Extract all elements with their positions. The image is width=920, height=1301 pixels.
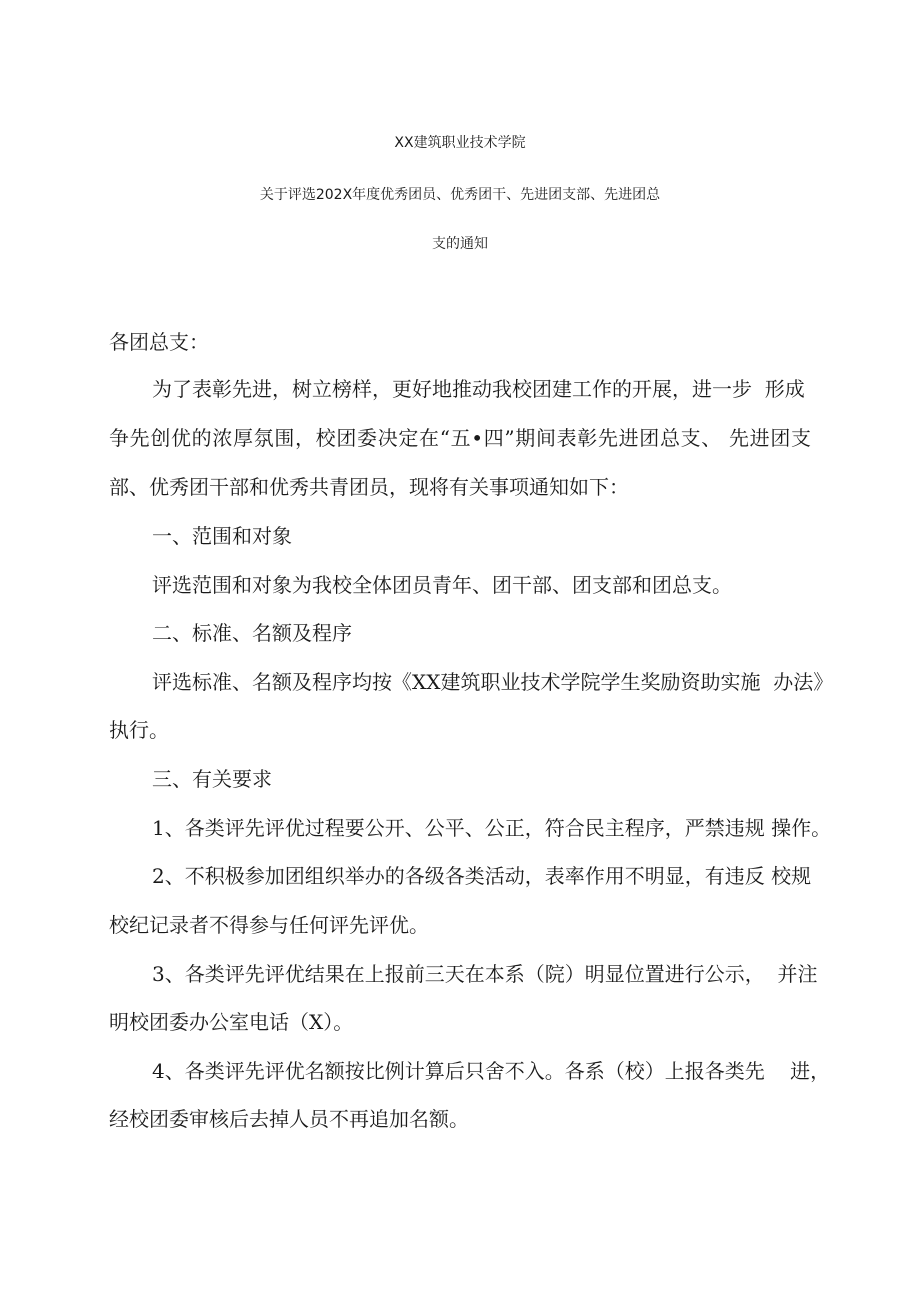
requirement-2-line-2: 校纪记录者不得参与任何评先评优。: [109, 913, 429, 937]
section-2-text-line-2: 执行。: [109, 718, 169, 742]
requirement-4-line-2: 经校团委审核后去掉人员不再追加名额。: [109, 1107, 469, 1131]
intro-paragraph-line-1: 为了表彰先进，树立榜样，更好地推动我校团建工作的开展，进一步 形成: [152, 377, 805, 401]
section-2-heading: 二、标准、名额及程序: [152, 621, 352, 645]
section-1-heading: 一、范围和对象: [152, 524, 292, 548]
section-1-text: 评选范围和对象为我校全体团员青年、团干部、团支部和团总支。: [152, 573, 732, 597]
notice-title-line-2: 支的通知: [432, 236, 488, 252]
requirement-3-line-2: 明校团委办公室电话（X）。: [109, 1010, 354, 1034]
salutation: 各团总支：: [109, 330, 209, 354]
intro-paragraph-line-2: 争先创优的浓厚氛围，校团委决定在“五•四”期间表彰先进团总支、 先进团支: [109, 426, 811, 450]
requirement-2-line-1: 2、不积极参加团组织举办的各级各类活动，表率作用不明显，有违反 校规: [152, 864, 812, 888]
intro-paragraph-line-3: 部、优秀团干部和优秀共青团员，现将有关事项通知如下：: [109, 475, 629, 499]
school-name: XX建筑职业技术学院: [394, 135, 526, 151]
requirement-4-line-1: 4、各类评先评优名额按比例计算后只舍不入。各系（校）上报各类先 进，: [152, 1059, 831, 1083]
notice-title-line-1: 关于评选202X年度优秀团员、优秀团干、先进团支部、先进团总: [259, 187, 661, 203]
section-3-heading: 三、有关要求: [152, 767, 272, 791]
section-2-text-line-1: 评选标准、名额及程序均按《XX建筑职业技术学院学生奖励资助实施 办法》: [152, 670, 834, 694]
requirement-3-line-1: 3、各类评先评优结果在上报前三天在本系（院）明显位置进行公示， 并注: [152, 962, 818, 986]
requirement-1-line-1: 1、各类评先评优过程要公开、公平、公正，符合民主程序，严禁违规 操作。: [152, 816, 832, 840]
